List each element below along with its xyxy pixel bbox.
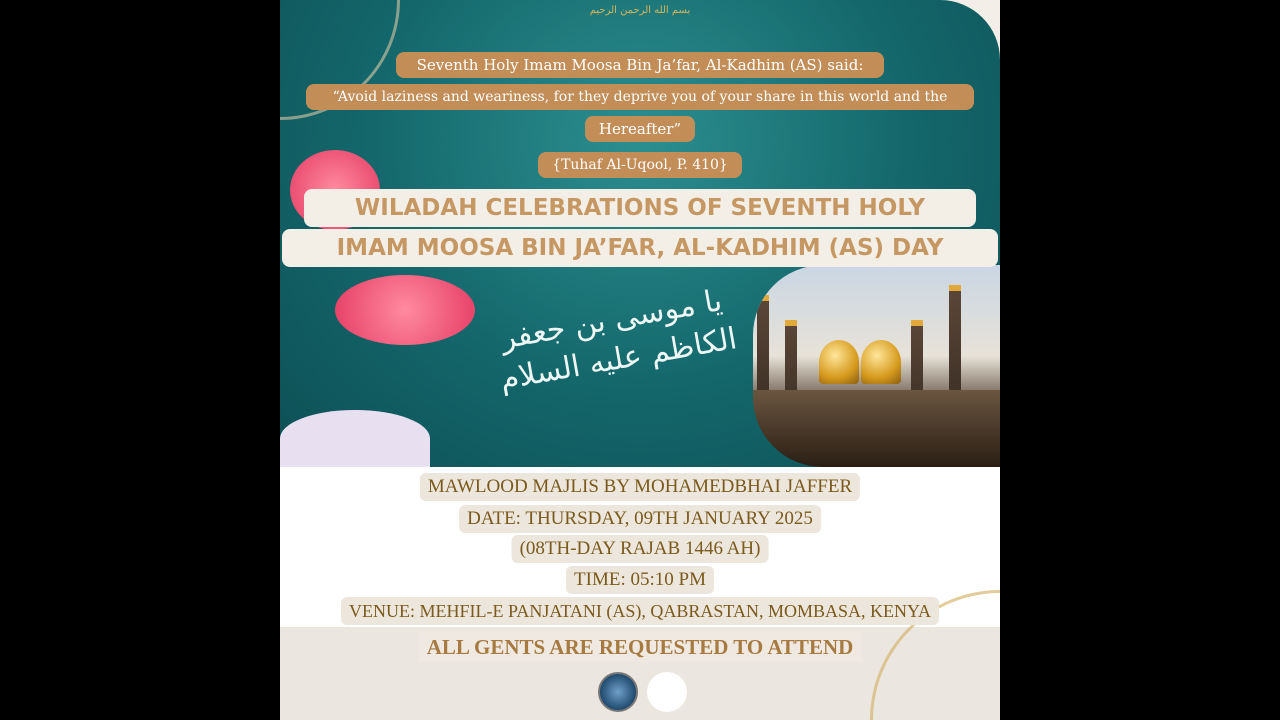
event-title-line2: IMAM MOOSA BIN JA’FAR, AL-KADHIM (AS) DAY (282, 229, 998, 267)
event-venue: VENUE: MEHFIL-E PANJATANI (AS), QABRASTAN, MOMBASA, KENYA (341, 597, 939, 625)
attendance-note: ALL GENTS ARE REQUESTED TO ATTEND (419, 632, 862, 662)
event-date: DATE: THURSDAY, 09TH JANUARY 2025 (459, 505, 821, 533)
dome-decoration (280, 410, 430, 467)
event-hijri-date: (08TH-DAY RAJAB 1446 AH) (512, 535, 769, 563)
bismillah-calligraphy: بسم الله الرحمن الرحيم (589, 5, 691, 16)
shrine-photo (753, 265, 1000, 467)
majlis-speaker: MAWLOOD MAJLIS BY MOHAMEDBHAI JAFFER (420, 473, 860, 501)
quote-text-line2: Hereafter” (585, 116, 695, 142)
quote-text-line1: “Avoid laziness and weariness, for they deprive you of your share in this world and the (306, 84, 974, 110)
organization-logo (598, 672, 638, 712)
flower-decoration (335, 275, 475, 345)
event-title-line1: WILADAH CELEBRATIONS OF SEVENTH HOLY (304, 189, 976, 227)
event-poster (280, 0, 1000, 720)
arabic-calligraphy: يا موسى بن جعفر الكاظم عليه السلام (497, 283, 740, 398)
mehfile-panjatani-logo (647, 672, 687, 712)
event-time: TIME: 05:10 PM (566, 566, 714, 594)
quote-attribution: Seventh Holy Imam Moosa Bin Ja’far, Al-Kadhim (AS) said: (396, 52, 884, 78)
quote-source: {Tuhaf Al-Uqool, P. 410} (538, 152, 742, 178)
